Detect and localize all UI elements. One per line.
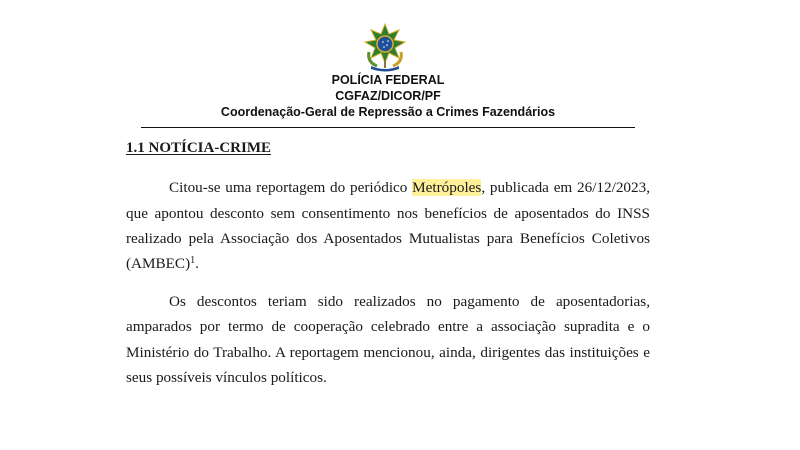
header-org: POLÍCIA FEDERAL: [331, 73, 445, 87]
section-title: 1.1 NOTÍCIA-CRIME: [126, 140, 272, 156]
p1-line1-post: , publicada em 26/12/2023,: [481, 179, 650, 196]
paragraph1-line1: [169, 179, 650, 197]
footnote-ref[interactable]: 1: [190, 255, 196, 266]
paragraph2-line1: Os descontos teriam sido realizados no pagamento de aposentadorias,: [169, 293, 650, 310]
paragraph1-line2: que apontou desconto sem consentimento nos benefícios de aposentados do INSS: [126, 205, 650, 222]
paragraph2-line3: Ministério do Trabalho. A reportagem mencionou, ainda, dirigentes das instituições e: [126, 344, 650, 361]
header-rule: [141, 127, 635, 128]
header-unit: CGFAZ/DICOR/PF: [335, 89, 441, 103]
paragraph1-line3: realizado pela Associação dos Aposentados Mutualistas para Benefícios Coletivos: [126, 230, 650, 247]
header-division: Coordenação-Geral de Repressão a Crimes Fazendários: [220, 105, 556, 119]
p1-line1-pre: Citou-se uma reportagem do periódico: [169, 179, 413, 196]
paragraph2-line2: amparados por termo de cooperação celebrado entre a associação supradita e o: [126, 318, 650, 335]
paragraph1-line4: [126, 255, 650, 273]
brazil-coat-of-arms-icon: [363, 22, 407, 72]
highlighted-source: Metrópoles: [412, 179, 482, 196]
p1-line4-post: .: [195, 255, 199, 272]
p1-line4-text: (AMBEC): [126, 255, 191, 272]
paragraph2-line4: seus possíveis vínculos políticos.: [126, 369, 327, 386]
